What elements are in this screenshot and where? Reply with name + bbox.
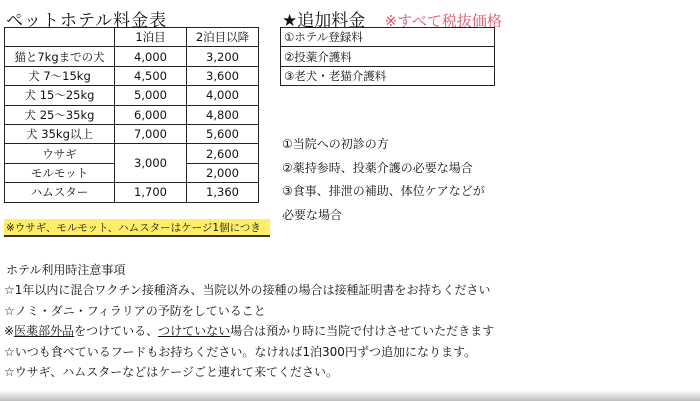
fee-item: ①ホテル登録料 [281,28,495,47]
notices-list [4,280,494,383]
row-label: 猫と7kgまでの犬 [5,47,115,66]
notice-line: ☆いつも食べているフードもお持ちください。なければ1泊300円ずつ追加になります。 [4,344,476,359]
notice-line: ☆ノミ・ダニ・フィラリアの予防をしていること [4,303,266,318]
notice-line [4,321,494,342]
notices-title: ホテル利用時注意事項 [6,263,126,277]
table-row [5,144,259,163]
price-first-night: 6,000 [115,105,187,124]
table-row [281,47,495,66]
price-first-night: 5,000 [115,86,187,105]
row-label: 犬 35kg以上 [5,124,115,143]
table-row [5,183,259,202]
row-label: ハムスター [5,183,115,202]
price-later-nights: 4,000 [187,86,259,105]
notice-text: 場合は預かり時に当院で付けさせていただきます [230,324,495,338]
table-row [281,66,495,85]
price-later-nights: 4,800 [187,105,259,124]
condition-line: ③食事、排泄の補助、体位ケアなどが [282,184,485,198]
header-cell: 1泊目 [115,28,187,47]
table-row [5,66,259,85]
condition-line: ②薬持参時、投薬介護の必要な場合 [282,160,473,175]
tax-note: ※すべて税抜価格 [384,12,502,30]
price-later-nights: 2,600 [187,144,259,163]
price-table-title: ペットホテル料金表 [6,11,168,31]
fee-item: ③老犬・老猫介護料 [281,66,495,85]
price-later-nights: 2,000 [187,163,259,182]
price-first-night: 4,500 [115,66,187,85]
additional-title-text: ★追加料金 [282,11,366,31]
price-later-nights: 3,200 [187,47,259,66]
additional-fees-table [280,27,495,86]
price-first-night: 4,000 [115,47,187,66]
price-first-night-merged: 3,000 [115,144,187,183]
condition-line: ①当院への初診の方 [282,137,389,151]
price-first-night: 1,700 [115,183,187,202]
notice-line: ☆ウサギ、ハムスターなどはケージごと連れて来てください。 [4,365,339,379]
price-later-nights: 3,600 [187,66,259,85]
notice-text: をつけている、 [74,324,159,338]
header-cell [5,28,115,47]
price-table [4,27,259,203]
header-cell: 2泊目以降 [187,28,259,47]
row-label: 犬 15～25kg [5,86,115,105]
table-row [5,105,259,124]
fee-item: ②投薬介護料 [281,47,495,66]
price-first-night: 7,000 [115,124,187,143]
condition-line: 必要な場合 [282,207,343,222]
price-later-nights: 5,600 [187,124,259,143]
notice-mark: ※ [4,324,15,338]
price-later-nights: 1,360 [187,183,259,202]
table-header-row [5,28,259,47]
row-label: ウサギ [5,144,115,163]
table-row [281,28,495,47]
row-label: モルモット [5,163,115,182]
cage-note: ※ウサギ、モルモット、ハムスターはケージ1個につき [4,219,270,237]
table-row [5,124,259,143]
not-applied-text: つけていない [158,324,231,338]
table-row [5,47,259,66]
row-label: 犬 7～15kg [5,66,115,85]
page-edge-shadow [0,390,700,401]
row-label: 犬 25～35kg [5,105,115,124]
fee-conditions [282,133,485,227]
notice-line: ☆1年以内に混合ワクチン接種済み、当院以外の接種の場合は接種証明書をお持ちください [4,283,491,297]
quasi-drug-text: 医薬部外品 [14,324,75,338]
table-row [5,86,259,105]
